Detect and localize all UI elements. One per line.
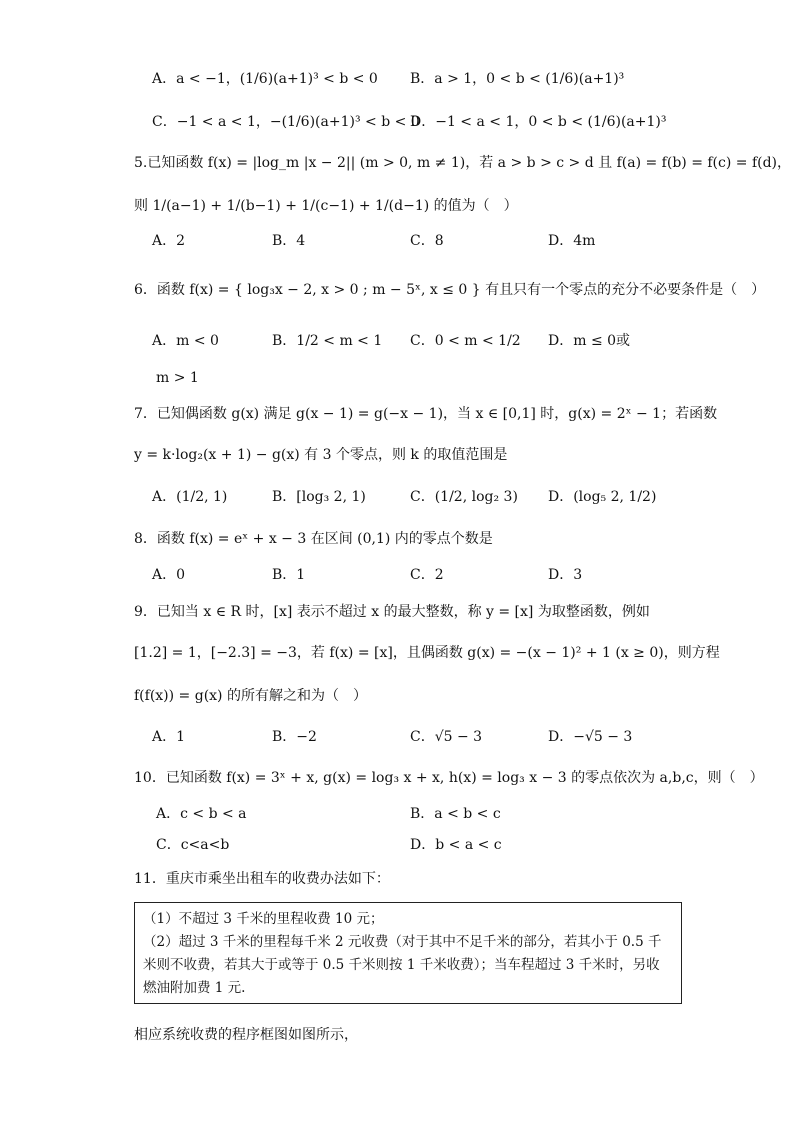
q7-stem-line2: y = k·log₂(x + 1) − g(x) 有 3 个零点，则 k 的取值范围是 (134, 447, 508, 463)
q4-option-a: A．a < −1，(1/6)(a+1)³ < b < 0 (152, 71, 378, 87)
q8-option-b: B．1 (272, 567, 306, 583)
q8-option-a: A．0 (152, 567, 186, 583)
q6-option-c: C．0 < m < 1/2 (410, 333, 521, 349)
q9-stem-line1: 9．已知当 x ∈ R 时，[x] 表示不超过 x 的最大整数，称 y = [x] 为取整函数，例如 (134, 604, 650, 620)
q9-stem-line3: f(f(x)) = g(x) 的所有解之和为（ ） (134, 688, 367, 704)
q5-stem-line2: 则 1/(a−1) + 1/(b−1) + 1/(c−1) + 1/(d−1) 的值为（ ） (134, 198, 518, 214)
q5-option-a: A．2 (152, 233, 186, 249)
q6-option-d: D．m ≤ 0或 (548, 333, 631, 349)
q9-option-d: D．−√5 − 3 (548, 729, 633, 745)
q10-option-c: C．c<a<b (156, 837, 230, 853)
q9-stem-line2: [1.2] = 1，[−2.3] = −3，若 f(x) = [x]，且偶函数 g(x) = −(x − 1)² + 1 (x ≥ 0)，则方程 (134, 645, 720, 661)
q8-stem: 8．函数 f(x) = eˣ + x − 3 在区间 (0,1) 内的零点个数是 (134, 531, 493, 547)
q6-option-a: A．m < 0 (152, 333, 219, 349)
q4-option-c: C．−1 < a < 1，−(1/6)(a+1)³ < b < 0 (152, 114, 420, 130)
q10-option-b: B．a < b < c (410, 806, 501, 822)
q11-rule-1: （1）不超过 3 千米的里程收费 10 元； (143, 911, 384, 927)
q9-option-a: A．1 (152, 729, 186, 745)
q7-option-d: D．(log₅ 2, 1/2) (548, 489, 657, 505)
q9-option-b: B．−2 (272, 729, 317, 745)
q5-option-c: C．8 (410, 233, 444, 249)
q6-stem: 6．函数 f(x) = { log₃x − 2, x > 0 ; m − 5ˣ, x ≤ 0 } 有且只有一个零点的充分不必要条件是（ ） (134, 282, 766, 298)
q5-option-d: D．4m (548, 233, 596, 249)
q10-stem: 10．已知函数 f(x) = 3ˣ + x, g(x) = log₃ x + x, h(x) = log₃ x − 3 的零点依次为 a,b,c，则（ ） (134, 770, 764, 786)
q7-option-c: C．(1/2, log₂ 3) (410, 489, 518, 505)
q9-option-c: C．√5 − 3 (410, 729, 483, 745)
q5-option-b: B．4 (272, 233, 306, 249)
q5-stem-line1: 5.已知函数 f(x) = |log_m |x − 2|| (m > 0, m ≠ 1)，若 a > b > c > d 且 f(a) = f(b) = f(c) = f(d)， (134, 155, 792, 171)
q4-option-d: D．−1 < a < 1，0 < b < (1/6)(a+1)³ (410, 114, 667, 130)
q11-stem: 11．重庆市乘坐出租车的收费办法如下： (134, 871, 390, 887)
q11-footer-text: 相应系统收费的程序框图如图所示， (134, 1027, 358, 1043)
q10-option-a: A．c < b < a (156, 806, 247, 822)
q11-fare-rules-box (134, 902, 682, 1004)
q6-option-d-continued: m > 1 (156, 370, 199, 386)
q11-rule-2: （2）超过 3 千米的里程每千米 2 元收费（对于其中不足千米的部分，若其小于 0.5 千米则不收费，若其大于或等于 0.5 千米则按 1 千米收费）；当车程超过 3 千米时，另收燃油附加费 1 元. (143, 934, 662, 996)
q8-option-d: D．3 (548, 567, 583, 583)
q7-option-a: A．(1/2, 1) (152, 489, 228, 505)
q7-option-b: B．[log₃ 2, 1) (272, 489, 366, 505)
q7-stem-line1: 7．已知偶函数 g(x) 满足 g(x − 1) = g(−x − 1)，当 x ∈ [0,1] 时，g(x) = 2ˣ − 1；若函数 (134, 406, 718, 422)
q8-option-c: C．2 (410, 567, 444, 583)
q4-option-b: B．a > 1，0 < b < (1/6)(a+1)³ (410, 71, 625, 87)
q6-option-b: B．1/2 < m < 1 (272, 333, 383, 349)
q10-option-d: D．b < a < c (410, 837, 502, 853)
